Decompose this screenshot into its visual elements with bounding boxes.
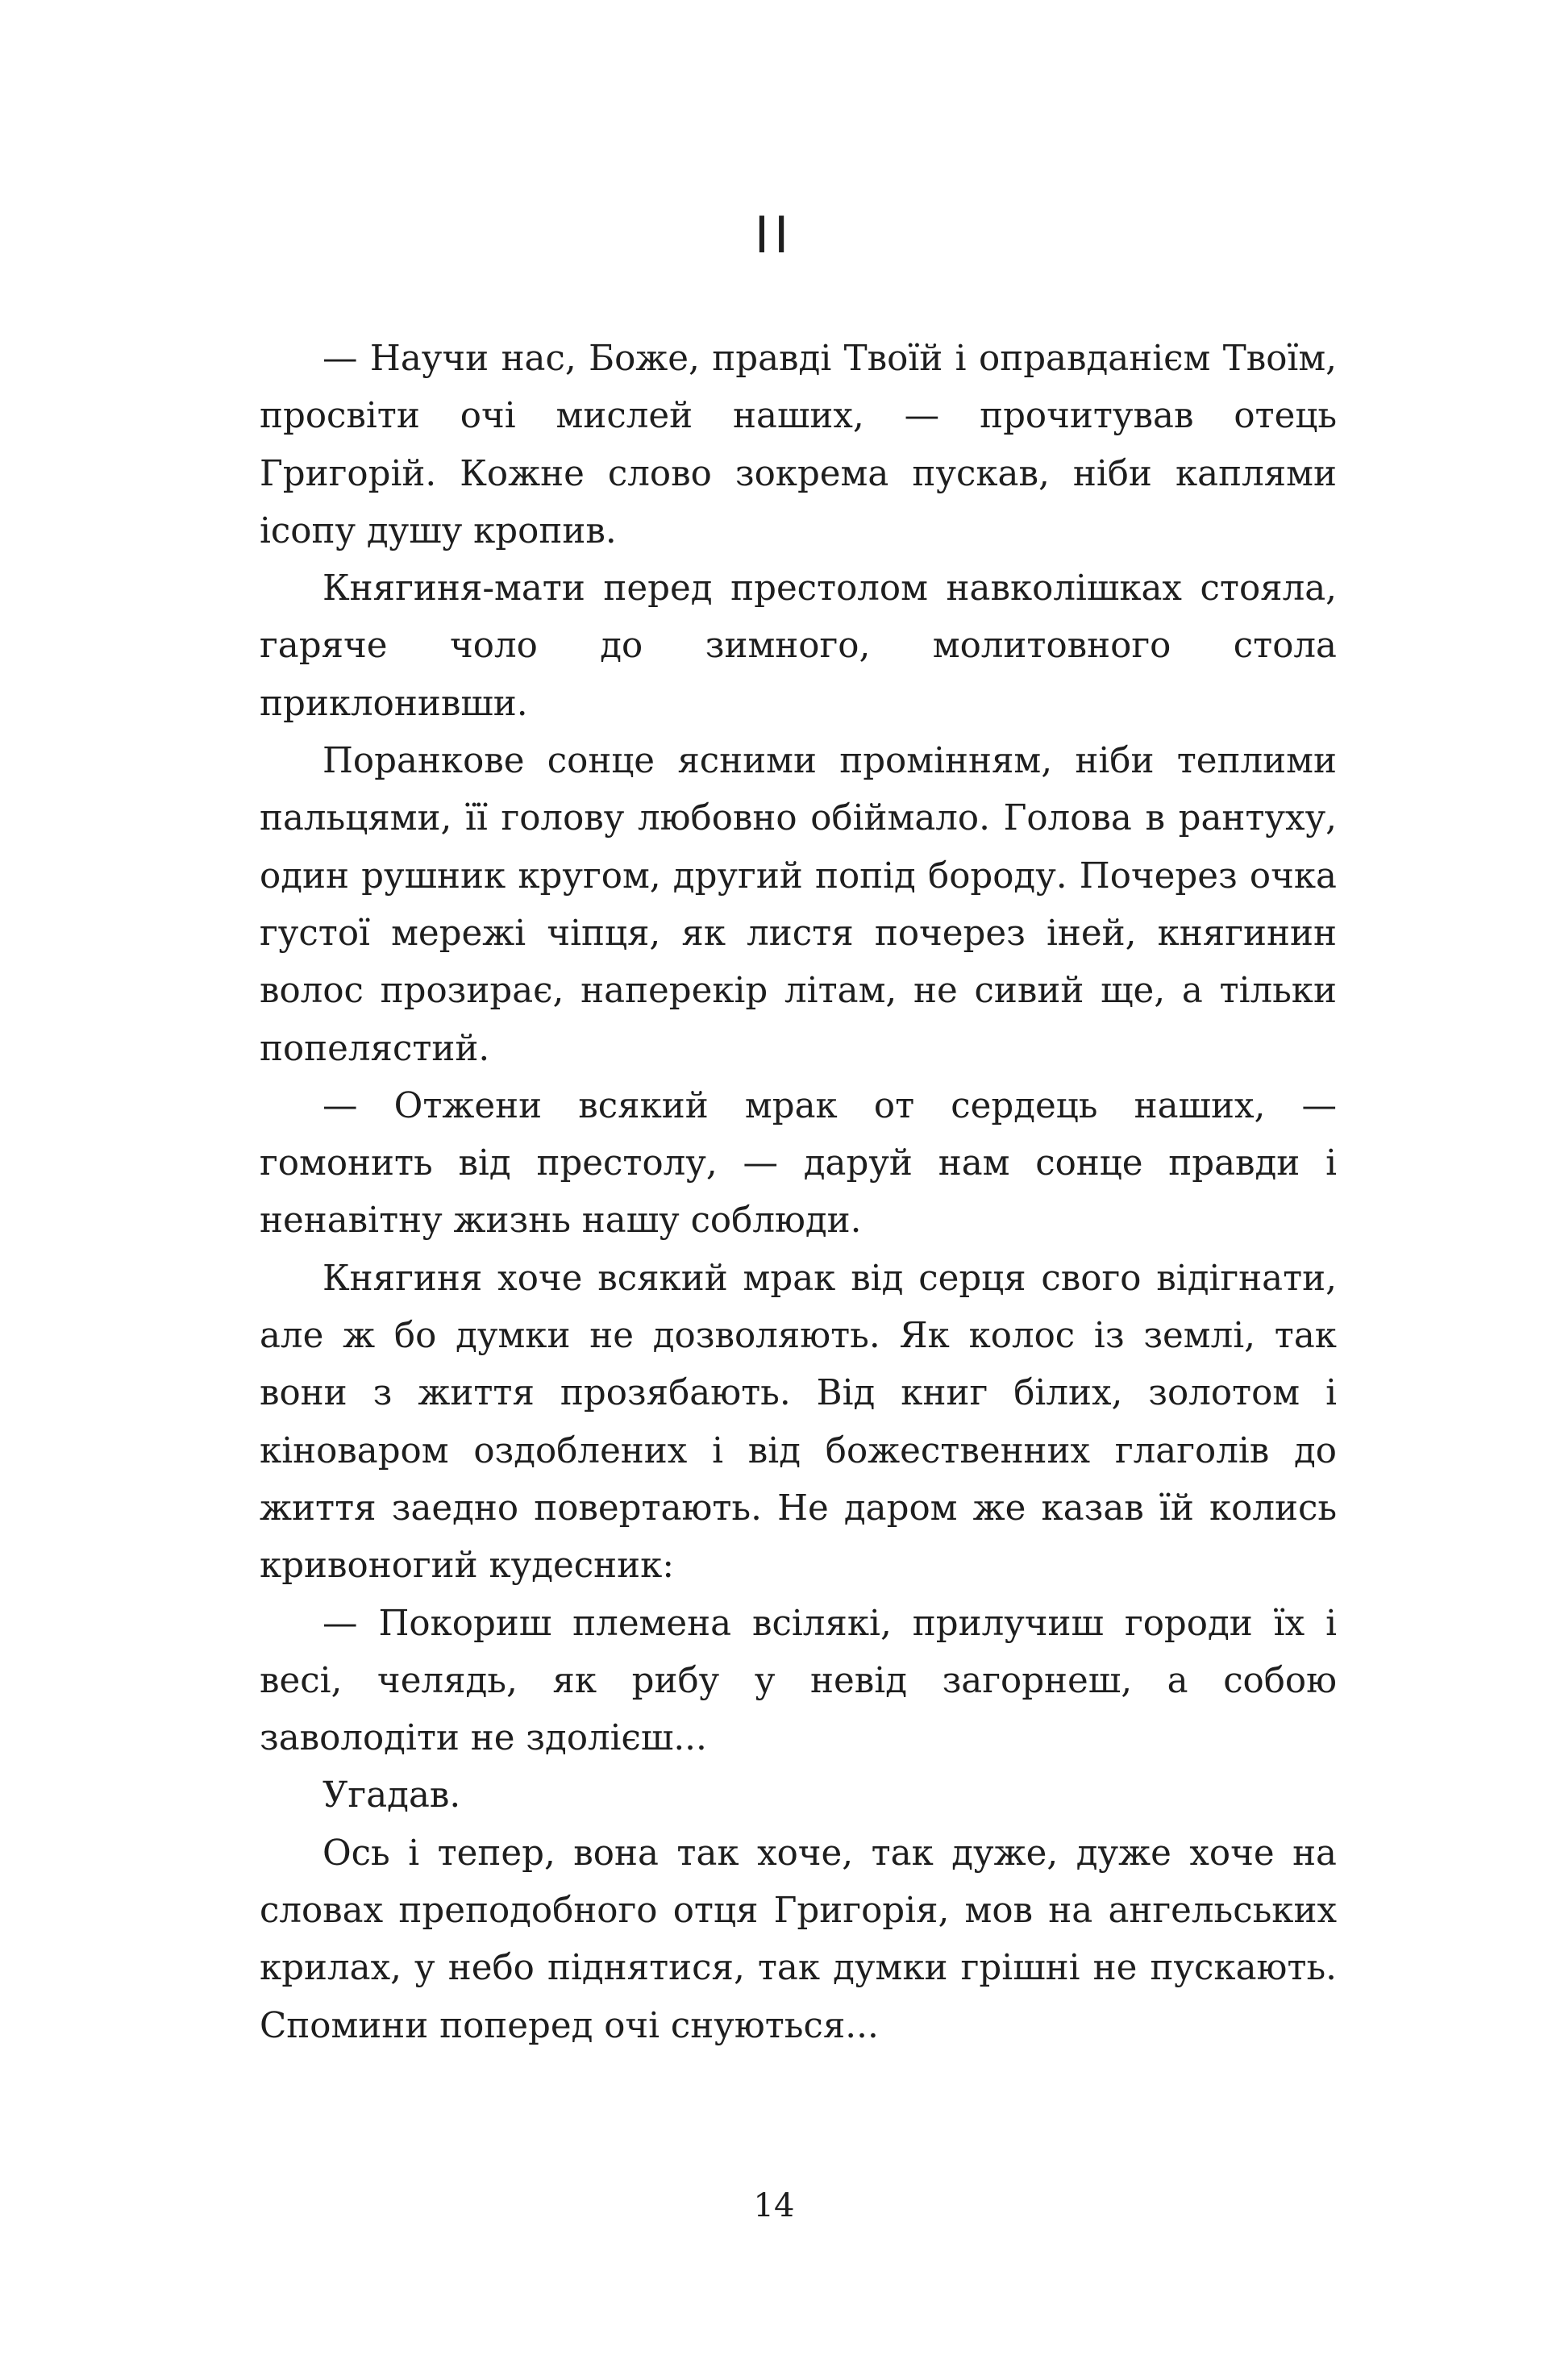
text-body — [260, 331, 1337, 2055]
paragraph: — Научи нас, Боже, правді Твоїй і оправданієм Твоїм, просвіти очі мислей наших, — прочитував отець Григорій. Кожне слово зокрема пускав, ніби каплями ісопу душу кропив. — [260, 339, 1337, 551]
paragraph: Ось і тепер, вона так хоче, так дуже, дуже хоче на словах преподобного отця Григорія, мов на ангельських крилах, у небо піднятися, так думки грішні не пускають. Спомини поперед очі снуються... — [260, 1833, 1337, 2046]
chapter-number: II — [754, 206, 794, 264]
page-number: 14 — [753, 2187, 795, 2224]
paragraph: Угадав. — [322, 1775, 461, 1816]
paragraph: Поранкове сонце ясними промінням, ніби теплими пальцями, її голову любовно обіймало. Голова в рантуху, один рушник кругом, другий попід бороду. Почерез очка густої мережі чіпця, як листя почерез іней, княгинин волос прозирає, наперекір літам, не сивий ще, а тільки попелястий. — [260, 741, 1337, 1069]
paragraph: Княгиня-мати перед престолом навколішках стояла, гаряче чоло до зимного, молитовного стола приклонивши. — [260, 568, 1337, 724]
paragraph: Княгиня хоче всякий мрак від серця свого відігнати, але ж бо думки не дозволяють. Як колос із землі, так вони з життя прозябають. Від книг білих, золотом і кіноваром оздоблених і від божественних глаголів до життя заедно повертають. Не даром же казав їй колись кривоногий кудесник: — [260, 1258, 1337, 1587]
paragraph: — Покориш племена всілякі, прилучиш городи їх і весі, челядь, як рибу у невід загорнеш, а собою заволодіти не здолієш... — [260, 1603, 1337, 1759]
paragraph: — Отжени всякий мрак от сердець наших, — гомонить від престолу, — даруй нам сонце правди і ненавітну жизнь нашу соблюди. — [260, 1085, 1337, 1242]
